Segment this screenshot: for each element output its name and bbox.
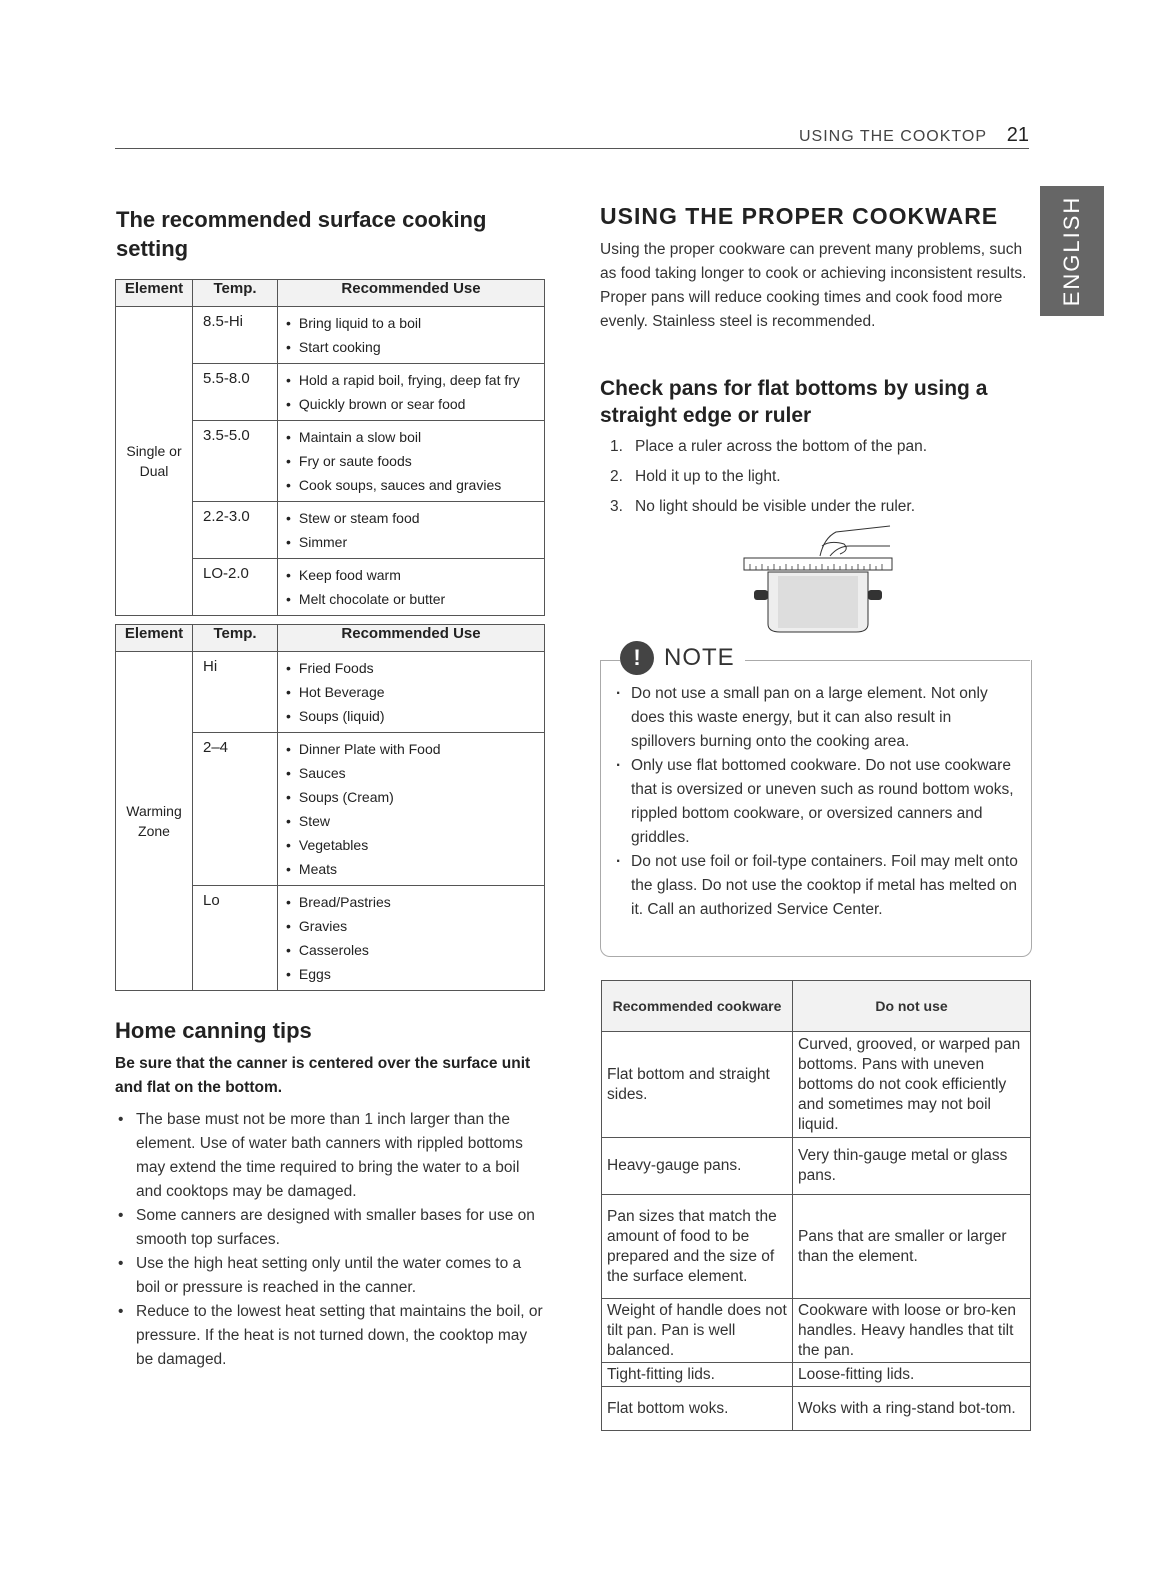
list-item: • The base must not be more than 1 inch larger than the element. Use of water bath canners with rippled bottoms may extend the time required to bring the water to a boil and cooktops may be damaged. <box>115 1108 545 1204</box>
page-header <box>115 124 1029 149</box>
element-cell: Single or Dual <box>116 307 193 616</box>
temp-cell: 2.2-3.0 <box>193 502 278 559</box>
language-tab <box>1040 186 1104 316</box>
table-row: Weight of handle does not tilt pan. Pan is well balanced. Cookware with loose or bro-ken handles. Heavy handles that tilt the pan. <box>602 1299 1031 1363</box>
canning-tips <box>115 1108 545 1372</box>
use-cell: • Hold a rapid boil, frying, deep fat fry • Quickly brown or sear food <box>278 364 545 421</box>
element-cell: Warming Zone <box>116 652 193 991</box>
cookware-table <box>601 980 1031 1431</box>
language-tab-label: ENGLISH <box>1059 195 1084 307</box>
temp-cell: 8.5-Hi <box>193 307 278 364</box>
list-item: 1. Place a ruler across the bottom of the pan. <box>610 438 928 455</box>
use-cell: • Maintain a slow boil • Fry or saute foods • Cook soups, sauces and gravies <box>278 421 545 502</box>
use-cell: • Fried Foods • Hot Beverage • Soups (liquid) <box>278 652 545 733</box>
list-item: • Some canners are designed with smaller bases for use on smooth top surfaces. <box>115 1204 545 1252</box>
table-row: Heavy-gauge pans. Very thin-gauge metal or glass pans. <box>602 1138 1031 1195</box>
list-item: · Do not use a small pan on a large element. Not only does this waste energy, but it can also result in spillovers burning onto the cooking area. <box>614 682 1018 754</box>
use-cell: • Dinner Plate with Food • Sauces • Soups (Cream) • Stew • Vegetables • Meats <box>278 733 545 886</box>
note-label: NOTE <box>664 644 735 671</box>
cookware-title: USING THE PROPER COOKWARE <box>600 203 999 229</box>
canning-title: Home canning tips <box>115 1018 312 1043</box>
exclamation-icon: ! <box>620 641 654 675</box>
temp-cell: Hi <box>193 652 278 733</box>
page-number: 21 <box>1006 124 1029 146</box>
col-element: Element <box>116 625 193 652</box>
list-item: 3. No light should be visible under the ruler. <box>610 498 916 515</box>
temp-cell: Lo <box>193 886 278 991</box>
col-recommended: Recommended cookware <box>602 981 793 1032</box>
temp-cell: 3.5-5.0 <box>193 421 278 502</box>
col-use: Recommended Use <box>278 625 545 652</box>
temp-cell: LO-2.0 <box>193 559 278 616</box>
table-row: Flat bottom and straight sides. Curved, grooved, or warped pan bottoms. Pans with uneven bottoms do not cook efficiently and sometimes may not boil liquid. <box>602 1032 1031 1138</box>
ruler-on-pan-illustration <box>740 520 900 640</box>
table-row: Pan sizes that match the amount of food to be prepared and the size of the surface element. Pans that are smaller or larger than the element. <box>602 1195 1031 1299</box>
note-list <box>614 682 1018 922</box>
steps-list <box>610 432 1030 522</box>
settings-title: The recommended surface cooking setting <box>116 207 487 261</box>
col-do-not-use: Do not use <box>793 981 1031 1032</box>
canning-subtitle: Be sure that the canner is centered over the surface unit and flat on the bottom. <box>115 1055 531 1096</box>
use-cell: • Bread/Pastries • Gravies • Casseroles • Eggs <box>278 886 545 991</box>
note-header <box>620 641 745 675</box>
table-row: Flat bottom woks. Woks with a ring-stand bot-tom. <box>602 1387 1031 1431</box>
col-temp: Temp. <box>193 280 278 307</box>
section-title: USING THE COOKTOP <box>799 128 987 145</box>
cookware-intro: Using the proper cookware can prevent many problems, such as food taking longer to cook or achieving inconsistent results. Proper pans will reduce cooking times and cook food more evenly. Stainless steel is recommended. <box>600 241 1027 330</box>
table-row: Tight-fitting lids. Loose-fitting lids. <box>602 1363 1031 1387</box>
use-cell: • Bring liquid to a boil • Start cooking <box>278 307 545 364</box>
list-item: • Reduce to the lowest heat setting that maintains the boil, or pressure. If the heat is not turned down, the cooktop may be damaged. <box>115 1300 545 1372</box>
list-item: • Use the high heat setting only until the water comes to a boil or pressure is reached in the canner. <box>115 1252 545 1300</box>
col-use: Recommended Use <box>278 280 545 307</box>
list-item: · Only use flat bottomed cookware. Do not use cookware that is oversized or uneven such as round bottom woks, rippled bottom cookware, or oversized canners and griddles. <box>614 754 1018 850</box>
check-pans-title: Check pans for flat bottoms by using a straight edge or ruler <box>600 377 988 427</box>
list-item: 2. Hold it up to the light. <box>610 468 781 485</box>
col-element: Element <box>116 280 193 307</box>
settings-table-2 <box>115 624 545 991</box>
list-item: · Do not use foil or foil-type containers. Foil may melt onto the glass. Do not use the cooktop if metal has melted on it. Call an authorized Service Center. <box>614 850 1018 922</box>
temp-cell: 5.5-8.0 <box>193 364 278 421</box>
temp-cell: 2–4 <box>193 733 278 886</box>
settings-table-1 <box>115 279 545 616</box>
use-cell: • Keep food warm • Melt chocolate or butter <box>278 559 545 616</box>
use-cell: • Stew or steam food • Simmer <box>278 502 545 559</box>
col-temp: Temp. <box>193 625 278 652</box>
